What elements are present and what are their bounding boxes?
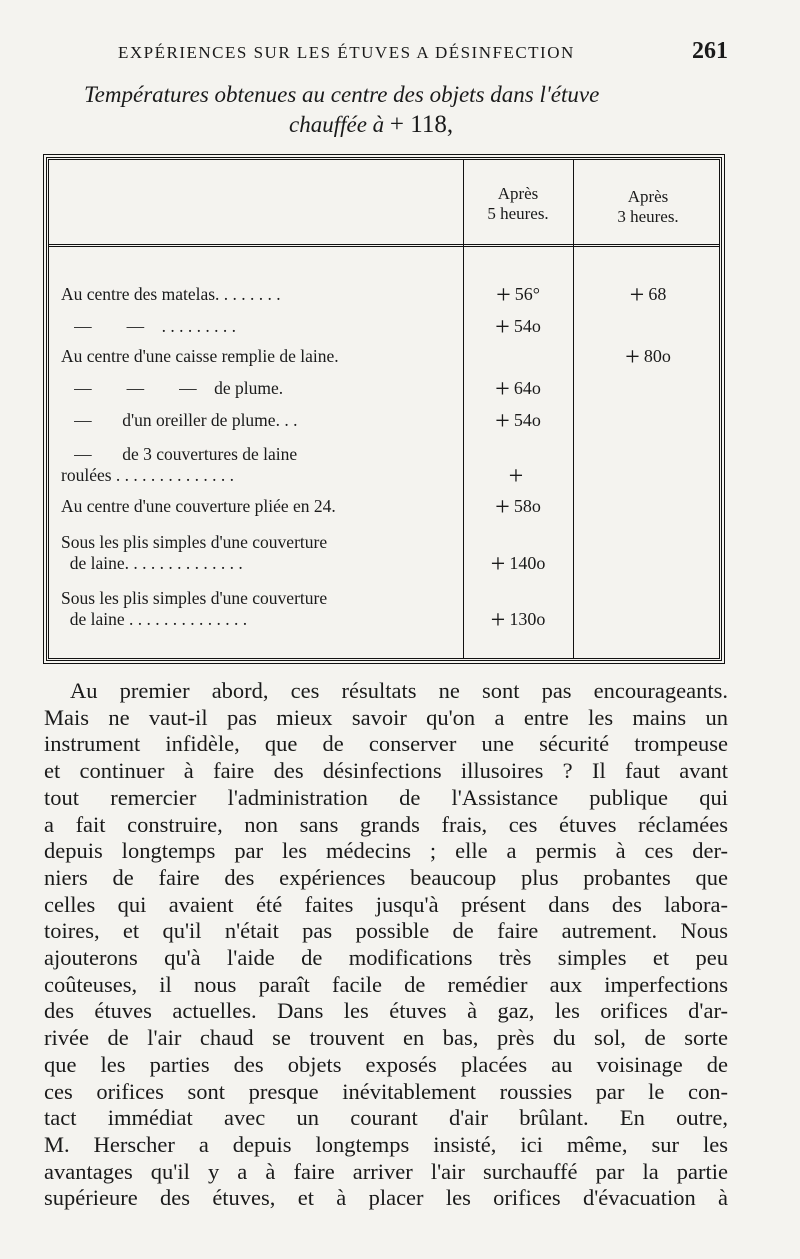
value-3-hours bbox=[573, 280, 723, 309]
temperature-value: 140o bbox=[509, 553, 546, 573]
column-header-3h-line2: 3 heures. bbox=[617, 207, 679, 226]
value-5-hours bbox=[463, 406, 573, 435]
body-line: M. Herscher a depuis longtemps insisté, ici même, sur les bbox=[44, 1131, 728, 1157]
body-line: depuis longtemps par les médecins ; elle a permis à ces der- bbox=[44, 838, 728, 864]
plus-sign: + bbox=[496, 280, 511, 309]
row-label: — d'un oreiller de plume. . . bbox=[61, 410, 298, 430]
plus-sign: + bbox=[629, 280, 645, 309]
value-5-hours bbox=[463, 549, 573, 578]
row-label: — de 3 couvertures de laine bbox=[61, 444, 298, 464]
value-5-hours bbox=[463, 374, 573, 403]
body-line: celles qui avaient été faites jusqu'à présent dans des labora- bbox=[44, 891, 728, 917]
table-header bbox=[49, 160, 719, 247]
row-label: — — . . . . . . . . . bbox=[61, 316, 236, 336]
temperature-value: 54o bbox=[513, 410, 541, 430]
column-header-5h bbox=[463, 184, 573, 224]
body-line: supérieure des étuves, et à placer les orifices d'évacuation à bbox=[44, 1185, 728, 1211]
table-caption bbox=[84, 80, 704, 140]
plus-sign: + bbox=[495, 492, 510, 521]
body-line: avantages qu'il y a à faire arriver l'air surchauffé par la partie bbox=[44, 1158, 728, 1184]
body-line: et continuer à faire des désinfections illusoires ? Il faut avant bbox=[44, 758, 728, 784]
temperature-value: 64o bbox=[513, 378, 541, 398]
running-header bbox=[118, 38, 728, 65]
temperature-value: 56° bbox=[514, 284, 540, 304]
caption-line-1: Températures obtenues au centre des objets dans l'étuve bbox=[84, 82, 600, 107]
temperature-value: 54o bbox=[513, 316, 541, 336]
running-title: EXPÉRIENCES SUR LES ÉTUVES A DÉSINFECTION bbox=[118, 43, 575, 62]
body-line: ces orifices sont presque inévitablement roussies par le con- bbox=[44, 1078, 728, 1104]
body-line: instrument infidèle, que de conserver une sécurité trompeuse bbox=[44, 731, 728, 757]
row-label: Sous les plis simples d'une couverture bbox=[61, 588, 328, 608]
body-line: que les parties des objets exposés placées au voisinage de bbox=[44, 1051, 728, 1077]
row-label-continued: de laine. . . . . . . . . . . . . . bbox=[61, 553, 243, 573]
plus-sign: + bbox=[490, 605, 506, 634]
value-5-hours bbox=[463, 605, 573, 634]
caption-temperature: + 118, bbox=[389, 111, 454, 138]
temperature-value: 68 bbox=[648, 284, 667, 304]
value-5-hours bbox=[463, 492, 573, 521]
plus-sign: + bbox=[495, 374, 510, 403]
plus-sign: + bbox=[625, 342, 640, 371]
plus-sign: + bbox=[495, 312, 510, 341]
body-line: tact immédiat avec un courant d'air brûlant. En outre, bbox=[44, 1105, 728, 1131]
temperature-value: 58o bbox=[513, 496, 541, 516]
temperature-table bbox=[46, 157, 722, 661]
body-line: ajouterons qu'à l'aide de modifications très simples et peu bbox=[44, 945, 728, 971]
body-line: coûteuses, il nous paraît facile de remédier aux imperfections bbox=[44, 971, 728, 997]
row-label: Sous les plis simples d'une couverture bbox=[61, 532, 328, 552]
caption-prefix: chauffée à bbox=[289, 112, 385, 137]
plus-sign: + bbox=[508, 461, 524, 490]
row-label: Au centre d'une caisse remplie de laine. bbox=[61, 346, 339, 366]
body-line: rivée de l'air chaud se trouvent en bas, près du sol, de sorte bbox=[44, 1025, 728, 1051]
body-paragraph bbox=[44, 678, 728, 1212]
column-header-5h-line1: Après bbox=[497, 184, 539, 203]
plus-sign: + bbox=[495, 406, 510, 435]
temperature-value: 130o bbox=[509, 609, 546, 629]
column-header-3h-line1: Après bbox=[627, 187, 669, 206]
value-3-hours bbox=[573, 342, 723, 371]
value-5-hours bbox=[463, 312, 573, 341]
body-line: a fait construire, non sans grands frais, ces étuves réclamées bbox=[44, 811, 728, 837]
body-line: Au premier abord, ces résultats ne sont pas encourageants. bbox=[70, 678, 728, 703]
column-header-5h-line2: 5 heures. bbox=[487, 204, 549, 223]
body-line: niers de faire des expériences beaucoup plus probantes que bbox=[44, 864, 728, 890]
row-label-continued: roulées . . . . . . . . . . . . . . bbox=[61, 465, 235, 485]
plus-sign: + bbox=[490, 549, 506, 578]
row-label: Au centre des matelas. . . . . . . . bbox=[61, 284, 281, 304]
row-label-continued: de laine . . . . . . . . . . . . . . bbox=[61, 609, 248, 629]
temperature-value: 80o bbox=[643, 346, 671, 366]
value-5-hours bbox=[463, 461, 573, 490]
row-label: — — — de plume. bbox=[61, 378, 284, 398]
caption-line-2 bbox=[289, 110, 704, 140]
value-5-hours bbox=[463, 280, 573, 309]
row-label: Au centre d'une couverture pliée en 24. bbox=[61, 496, 336, 516]
body-line: toires, et qu'il n'était pas possible de faire autrement. Nous bbox=[44, 918, 728, 944]
body-line: tout remercier l'administration de l'Assistance publique qui bbox=[44, 784, 728, 810]
page-number: 261 bbox=[692, 38, 728, 64]
column-header-3h bbox=[573, 187, 723, 227]
body-line: des étuves actuelles. Dans les étuves à gaz, les orifices d'ar- bbox=[44, 998, 728, 1024]
body-line: Mais ne vaut-il pas mieux savoir qu'on a entre les mains un bbox=[44, 704, 728, 730]
